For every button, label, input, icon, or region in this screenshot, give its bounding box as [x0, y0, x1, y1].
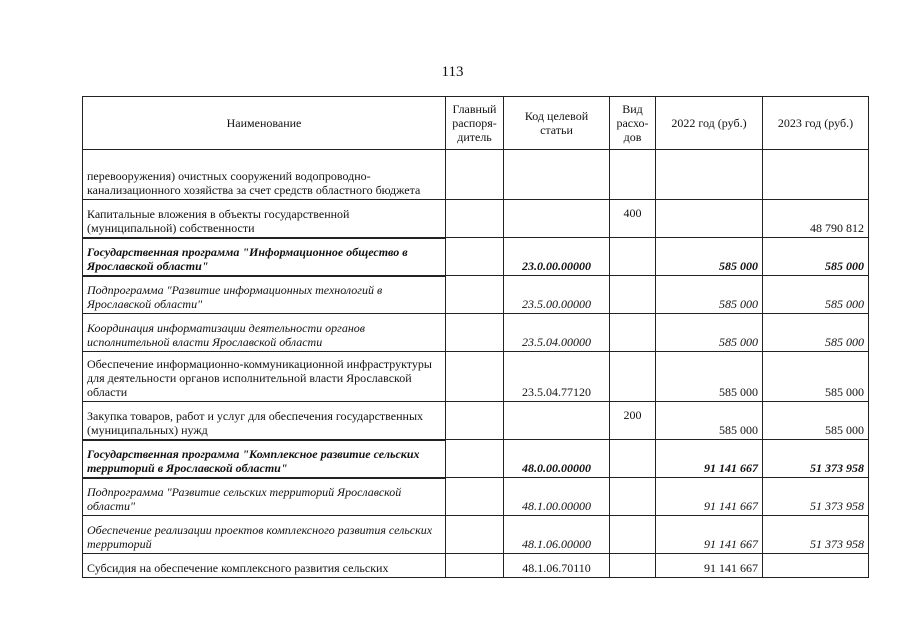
row-main-manager-cell [446, 150, 504, 200]
row-amount-2022-cell: 91 141 667 [656, 478, 763, 516]
table-header-row [83, 97, 869, 150]
row-expense-type-cell [610, 314, 656, 352]
table-row [83, 478, 869, 516]
row-expense-type-cell [610, 276, 656, 314]
row-amount-2022-cell [656, 200, 763, 238]
table-row [83, 352, 869, 402]
header-target-code: Код целевой статьи [504, 97, 610, 150]
table-row [83, 200, 869, 238]
table-row [83, 516, 869, 554]
row-main-manager-cell [446, 516, 504, 554]
row-amount-2023-cell: 585 000 [763, 314, 869, 352]
row-amount-2023-cell: 51 373 958 [763, 516, 869, 554]
row-main-manager-cell [446, 402, 504, 440]
row-expense-type-cell: 400 [610, 200, 656, 238]
row-main-manager-cell [446, 440, 504, 478]
row-amount-2023-cell: 585 000 [763, 276, 869, 314]
row-name-cell: Обеспечение информационно-коммуникационной инфраструктуры для деятельности органов исполнительной власти Ярославской области [83, 352, 446, 402]
row-expense-type-cell [610, 478, 656, 516]
table-row [83, 150, 869, 200]
row-amount-2022-cell: 585 000 [656, 314, 763, 352]
header-main-manager: Главный распоря-дитель [446, 97, 504, 150]
header-year-2022: 2022 год (руб.) [656, 97, 763, 150]
table-row [83, 314, 869, 352]
row-amount-2023-cell: 585 000 [763, 238, 869, 276]
row-target-code-cell: 23.5.04.77120 [504, 352, 610, 402]
row-expense-type-cell [610, 516, 656, 554]
table-row [83, 402, 869, 440]
row-amount-2022-cell: 91 141 667 [656, 440, 763, 478]
header-year-2023: 2023 год (руб.) [763, 97, 869, 150]
row-target-code-cell [504, 402, 610, 440]
row-target-code-cell: 23.5.00.00000 [504, 276, 610, 314]
row-name-cell: Закупка товаров, работ и услуг для обеспечения государственных (муниципальных) нужд [83, 402, 446, 440]
row-name-cell: Государственная программа "Комплексное развитие сельских территорий в Ярославской области" [83, 440, 446, 478]
row-target-code-cell [504, 200, 610, 238]
row-amount-2022-cell: 91 141 667 [656, 516, 763, 554]
row-amount-2023-cell: 585 000 [763, 352, 869, 402]
table-row [83, 276, 869, 314]
row-target-code-cell: 23.0.00.00000 [504, 238, 610, 276]
header-name: Наименование [83, 97, 446, 150]
row-main-manager-cell [446, 478, 504, 516]
row-expense-type-cell [610, 554, 656, 578]
row-amount-2023-cell: 48 790 812 [763, 200, 869, 238]
table-row [83, 440, 869, 478]
row-target-code-cell: 48.1.06.00000 [504, 516, 610, 554]
row-amount-2023-cell: 51 373 958 [763, 440, 869, 478]
row-amount-2023-cell: 585 000 [763, 402, 869, 440]
row-name-cell: Капитальные вложения в объекты государственной (муниципальной) собственности [83, 200, 446, 238]
row-target-code-cell: 48.1.00.00000 [504, 478, 610, 516]
table-row [83, 238, 869, 276]
row-name-cell: Подпрограмма "Развитие сельских территорий Ярославской области" [83, 478, 446, 516]
header-expense-type: Вид расхо-дов [610, 97, 656, 150]
row-amount-2022-cell: 585 000 [656, 352, 763, 402]
row-expense-type-cell [610, 150, 656, 200]
row-amount-2022-cell: 585 000 [656, 402, 763, 440]
row-name-cell: Государственная программа "Информационное общество в Ярославской области" [83, 238, 446, 276]
row-main-manager-cell [446, 200, 504, 238]
row-name-cell: перевооружения) очистных сооружений водопроводно-канализационного хозяйства за счет средств областного бюджета [83, 150, 446, 200]
row-amount-2022-cell: 91 141 667 [656, 554, 763, 578]
row-amount-2022-cell [656, 150, 763, 200]
row-amount-2022-cell: 585 000 [656, 276, 763, 314]
budget-table [82, 96, 869, 578]
row-target-code-cell: 48.0.00.00000 [504, 440, 610, 478]
row-name-cell: Координация информатизации деятельности органов исполнительной власти Ярославской области [83, 314, 446, 352]
row-main-manager-cell [446, 238, 504, 276]
row-main-manager-cell [446, 276, 504, 314]
row-main-manager-cell [446, 554, 504, 578]
row-target-code-cell [504, 150, 610, 200]
row-name-cell: Подпрограмма "Развитие информационных технологий в Ярославской области" [83, 276, 446, 314]
row-expense-type-cell [610, 352, 656, 402]
row-name-cell: Обеспечение реализации проектов комплексного развития сельских территорий [83, 516, 446, 554]
row-amount-2023-cell [763, 554, 869, 578]
row-main-manager-cell [446, 352, 504, 402]
table-row [83, 554, 869, 578]
row-amount-2023-cell: 51 373 958 [763, 478, 869, 516]
row-target-code-cell: 23.5.04.00000 [504, 314, 610, 352]
row-amount-2023-cell [763, 150, 869, 200]
row-expense-type-cell [610, 238, 656, 276]
row-name-cell: Субсидия на обеспечение комплексного развития сельских [83, 554, 446, 578]
row-expense-type-cell [610, 440, 656, 478]
page-number: 113 [441, 64, 464, 80]
row-main-manager-cell [446, 314, 504, 352]
row-target-code-cell: 48.1.06.70110 [504, 554, 610, 578]
row-amount-2022-cell: 585 000 [656, 238, 763, 276]
row-expense-type-cell: 200 [610, 402, 656, 440]
